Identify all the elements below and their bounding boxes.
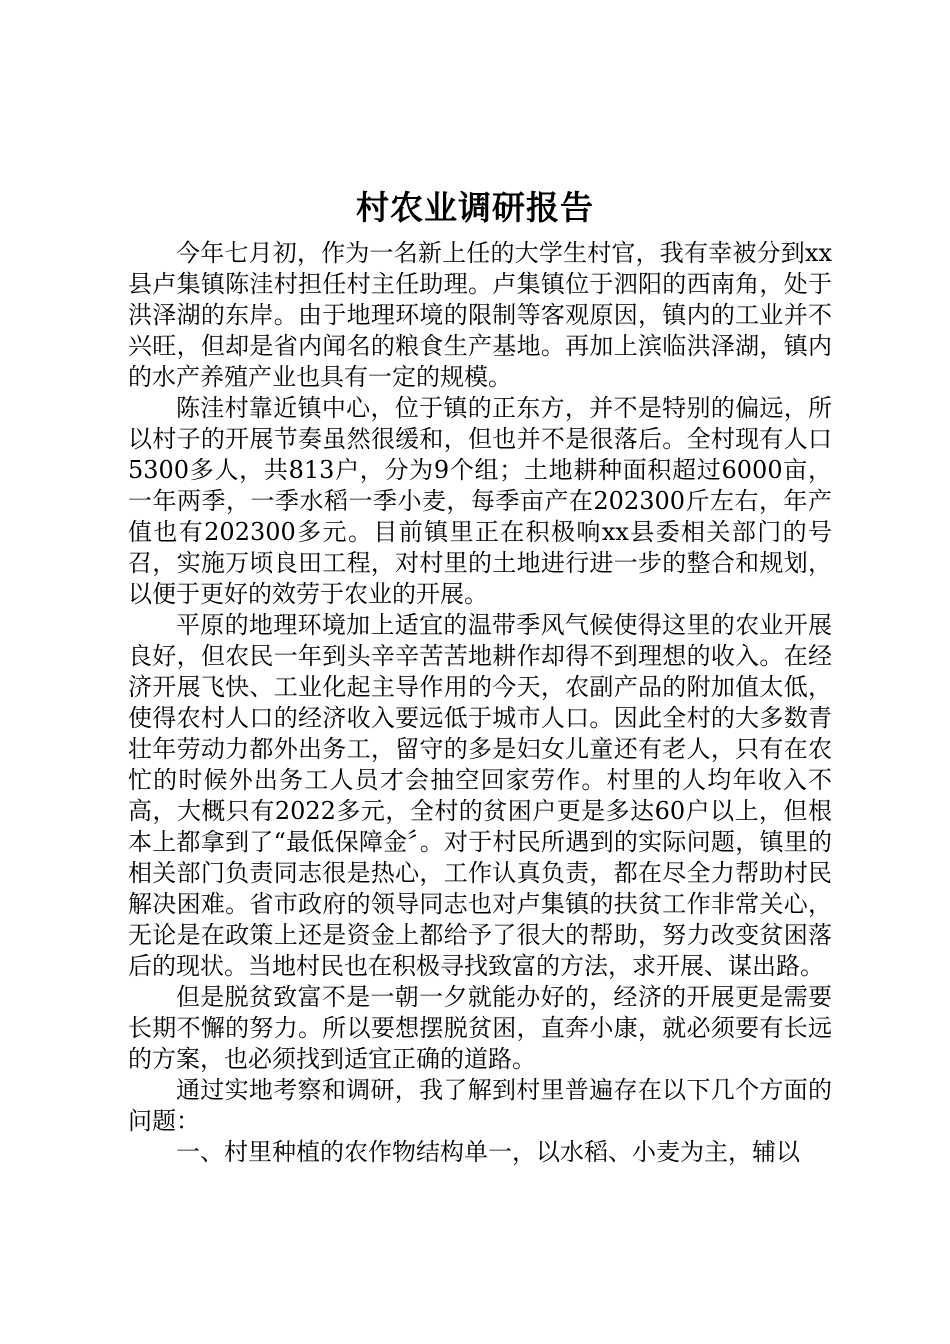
paragraph-long-term-plan: 但是脱贫致富不是一朝一夕就能办好的，经济的开展更是需要长期不懈的努力。所以要想摆脱贫困，直奔小康，就必须要有长远的方案，也必须找到适宜正确的道路。: [128, 983, 832, 1073]
paragraph-intro: 今年七月初，作为一名新上任的大学生村官，我有幸被分到xx县卢集镇陈洼村担任村主任助理。卢集镇位于泗阳的西南角，处于洪泽湖的东岸。由于地理环境的限制等客观原因，镇内的工业并不兴旺，但却是省内闻名的粮食生产基地。再加上滨临洪泽湖，镇内的水产养殖产业也具有一定的规模。: [128, 239, 832, 391]
document-body: [128, 238, 832, 1168]
document-title: 村农业调研报告: [356, 188, 594, 227]
paragraph-survey-intro: 通过实地考察和调研，我了解到村里普遍存在以下几个方面的问题：: [128, 1076, 832, 1135]
paragraph-agriculture-income: 平原的地理环境加上适宜的温带季风气候使得这里的农业开展良好，但农民一年到头辛辛苦苦地耕作却得不到理想的收入。在经济开展飞快、工业化起主导作用的今天，农副产品的附加值太低，使得农村人口的经济收入要远低于城市人口。因此全村的大多数青壮年劳动力都外出务工，留守的多是妇女儿童还有老人，只有在农忙的时候外出务工人员才会抽空回家劳作。村里的人均年收入不高，大概只有2022多元，全村的贫困户更是多达60户以上，但根本上都拿到了“最低保障金〞。对于村民所遇到的实际问题，镇里的相关部门负责同志很是热心，工作认真负责，都在尽全力帮助村民解决困难。省市政府的领导同志也对卢集镇的扶贫工作非常关心，无论是在政策上还是资金上都给予了很大的帮助，努力改变贫困落后的现状。当地村民也在积极寻找致富的方法，求开展、谋出路。: [128, 611, 832, 980]
paragraph-village-overview: 陈洼村靠近镇中心，位于镇的正东方，并不是特别的偏远，所以村子的开展节奏虽然很缓和，但也并不是很落后。全村现有人口5300多人，共813户，分为9个组；土地耕种面积超过6000亩，一年两季，一季水稻一季小麦，每季亩产在202300斤左右，年产值也有202300多元。目前镇里正在积极响xx县委相关部门的号召，实施万顷良田工程，对村里的土地进行进一步的整合和规划，以便于更好的效劳于农业的开展。: [128, 394, 832, 608]
paragraph-problem-one: 一、村里种植的农作物结构单一，以水稻、小麦为主，辅以: [176, 1138, 800, 1166]
